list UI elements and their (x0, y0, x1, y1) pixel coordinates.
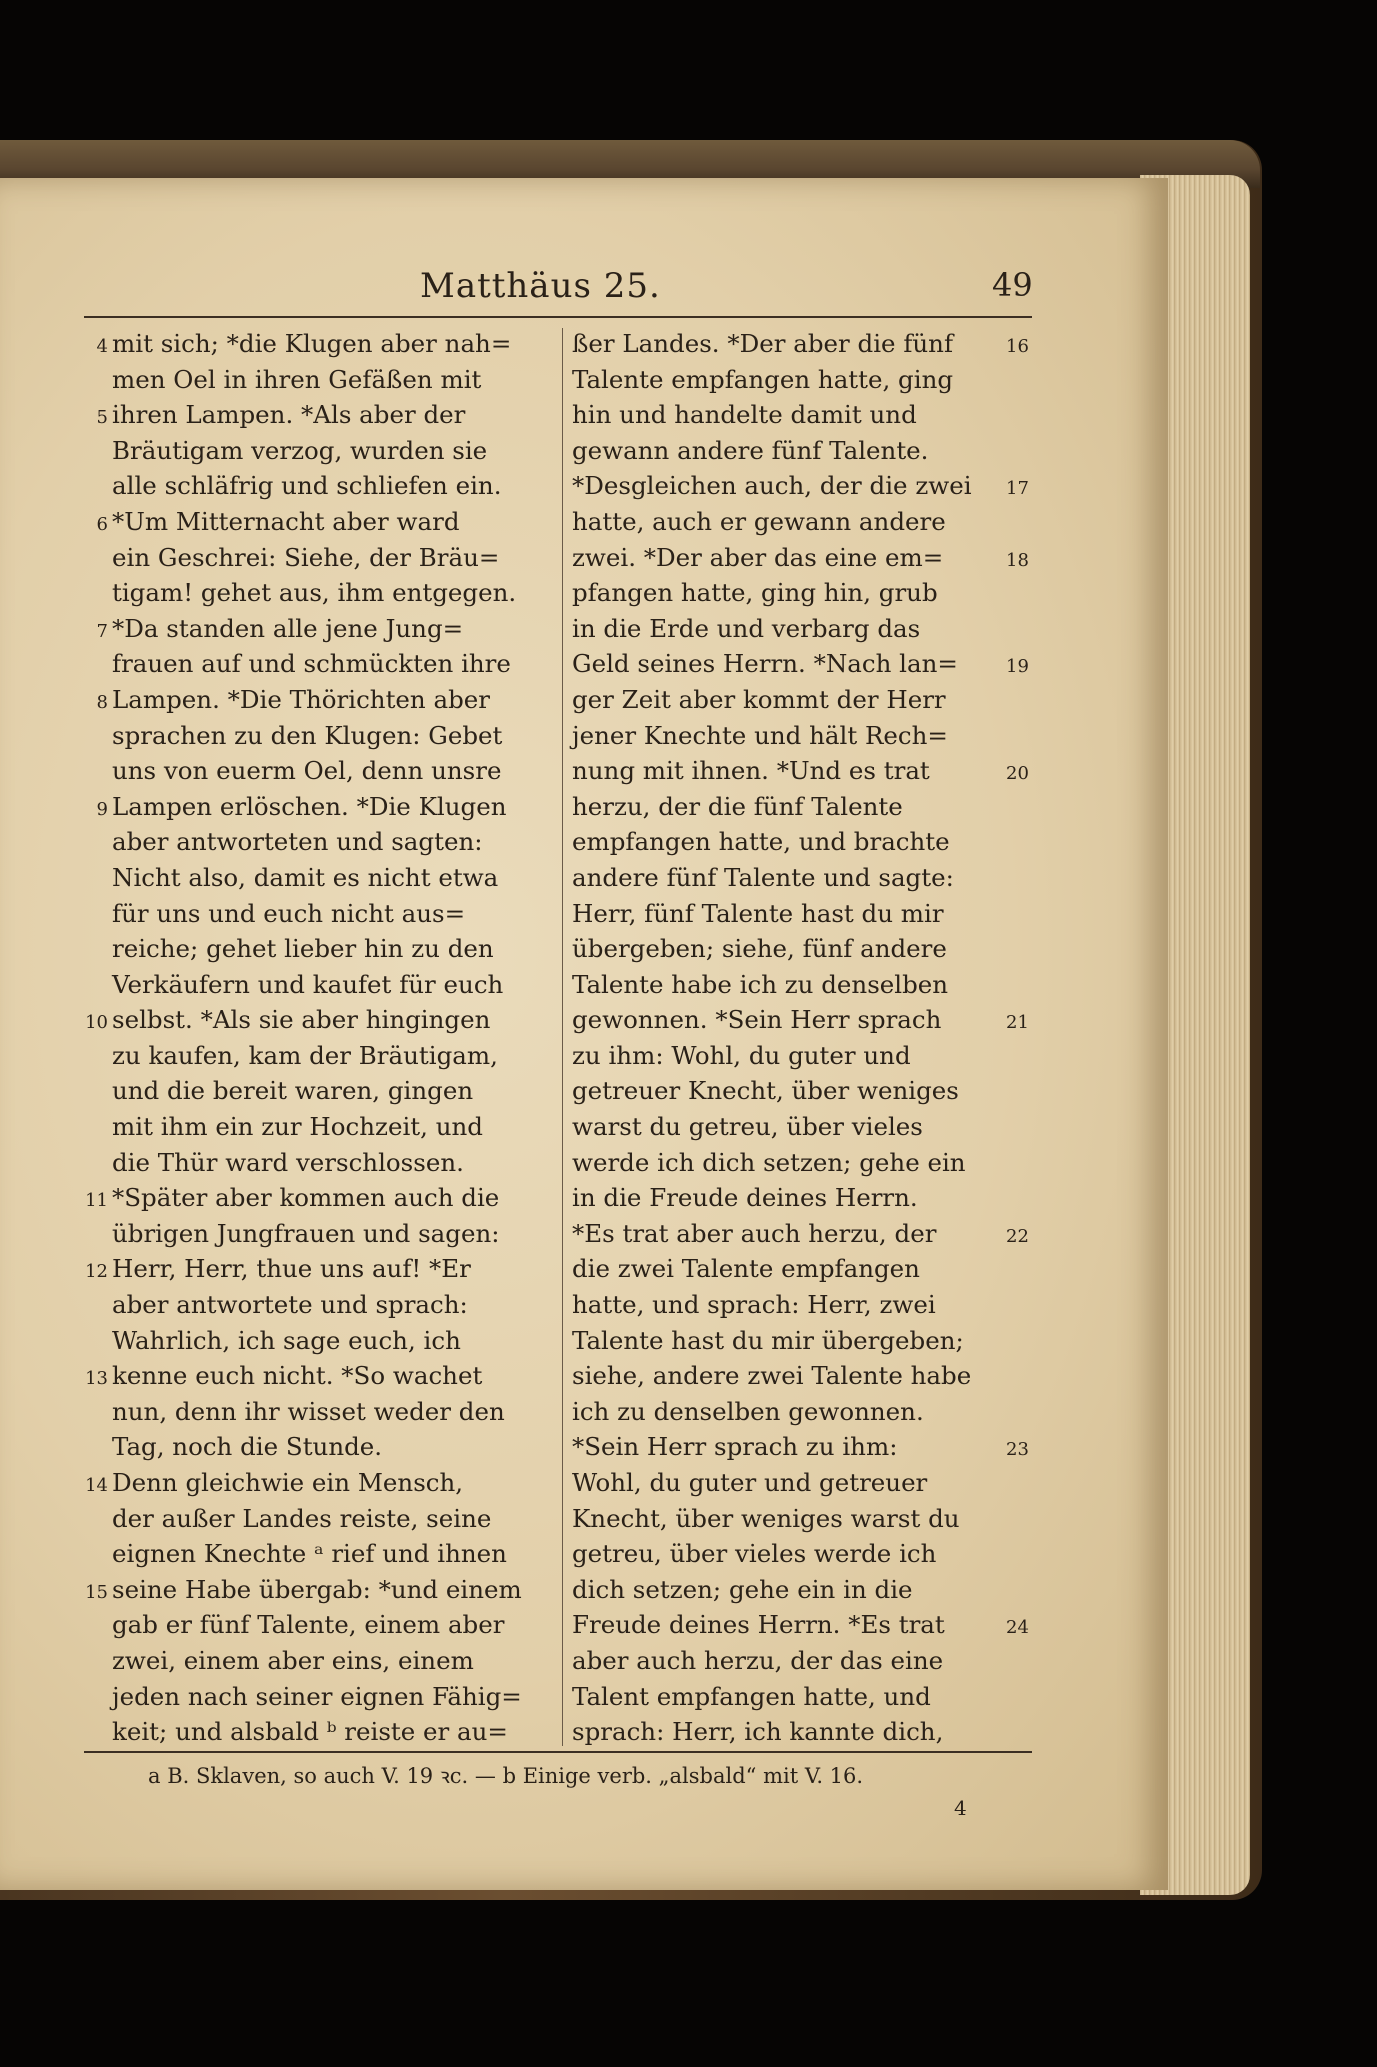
line-text: eignen Knechte ᵃ rief und ihnen (112, 1539, 507, 1569)
line-text: ihren Lampen. *Als aber der (112, 400, 466, 430)
line-text: Wahrlich, ich sage euch, ich (112, 1325, 461, 1355)
text-line (68, 1358, 556, 1394)
text-line (572, 1073, 1040, 1109)
line-text: Wohl, du guter und getreuer (572, 1468, 928, 1497)
verse-number: 23 (1006, 1439, 1029, 1461)
text-line (68, 611, 556, 647)
text-line (572, 1607, 1040, 1643)
page-number: 49 (992, 266, 1033, 304)
line-text: Talente hast du mir übergeben; (572, 1325, 964, 1355)
text-line (68, 718, 556, 754)
text-line (572, 1180, 1040, 1216)
line-text: zu ihm: Wohl, du guter und (572, 1040, 911, 1070)
line-text: Geld seines Herrn. *Nach lan= (572, 649, 958, 679)
text-line (68, 1394, 556, 1430)
text-line (572, 1323, 1040, 1359)
verse-number: 4 (96, 336, 108, 357)
text-line (68, 967, 556, 1003)
line-text: und die bereit waren, gingen (112, 1076, 474, 1106)
text-line (68, 1465, 556, 1501)
text-line (68, 1679, 556, 1715)
text-line (68, 1536, 556, 1572)
verse-number: 14 (85, 1475, 108, 1496)
text-line (572, 682, 1040, 718)
line-text: übrigen Jungfrauen und sagen: (112, 1218, 500, 1248)
line-text: uns von euerm Oel, denn unsre (112, 756, 502, 786)
text-line (572, 1287, 1040, 1323)
header-rule (84, 316, 1032, 318)
text-line (68, 1287, 556, 1323)
text-line (572, 931, 1040, 967)
text-line (68, 1643, 556, 1679)
line-text: alle schläfrig und schliefen ein. (112, 471, 502, 501)
line-text: tigam! gehet aus, ihm entgegen. (112, 578, 517, 608)
line-text: frauen auf und schmückten ihre (112, 649, 511, 679)
line-text: dich setzen; gehe ein in die (572, 1574, 913, 1604)
footnote: a B. Sklaven, so auch V. 19 ꝛc. — b Einige verb. „alsbald“ mit V. 16. (148, 1764, 864, 1788)
text-line (572, 1679, 1040, 1715)
line-text: Talente habe ich zu denselben (572, 969, 949, 999)
signature-mark: 4 (954, 1796, 967, 1820)
text-line (572, 1501, 1040, 1537)
verse-number: 19 (1006, 656, 1029, 678)
text-line (572, 1251, 1040, 1287)
line-text: sprachen zu den Klugen: Gebet (112, 720, 503, 750)
line-text: *Da standen alle jene Jung= (112, 613, 464, 643)
text-line (68, 682, 556, 718)
text-line (572, 433, 1040, 469)
text-line (572, 611, 1040, 647)
line-text: hatte, auch er gewann andere (572, 506, 946, 536)
text-line (68, 860, 556, 896)
text-line (572, 468, 1040, 504)
text-line (68, 1145, 556, 1181)
column-divider (562, 328, 563, 1746)
text-line (572, 1643, 1040, 1679)
text-line (572, 504, 1040, 540)
line-text: Denn gleichwie ein Mensch, (112, 1468, 464, 1497)
text-line (68, 896, 556, 932)
line-text: getreuer Knecht, über weniges (572, 1076, 959, 1106)
line-text: jeden nach seiner eignen Fähig= (112, 1681, 522, 1711)
line-text: empfangen hatte, und brachte (572, 827, 950, 857)
line-text: warst du getreu, über vieles (572, 1112, 923, 1142)
text-line (68, 824, 556, 860)
text-line (68, 1073, 556, 1109)
text-line (68, 1323, 556, 1359)
text-line (572, 362, 1040, 398)
line-text: aber auch herzu, der das eine (572, 1645, 944, 1675)
line-text: Verkäufern und kaufet für euch (112, 969, 504, 999)
text-line (572, 896, 1040, 932)
line-text: Nicht also, damit es nicht etwa (112, 862, 499, 892)
text-line (68, 931, 556, 967)
text-line (572, 1536, 1040, 1572)
line-text: *Desgleichen auch, der die zwei (572, 471, 972, 501)
line-text: Talente empfangen hatte, ging (572, 364, 954, 394)
line-text: selbst. *Als sie aber hingingen (112, 1005, 491, 1035)
verse-number: 5 (96, 407, 108, 429)
text-line (572, 967, 1040, 1003)
text-line (572, 1038, 1040, 1074)
text-line (572, 1358, 1040, 1394)
verse-number: 18 (1006, 549, 1029, 571)
line-text: die zwei Talente empfangen (572, 1254, 920, 1284)
text-line (68, 753, 556, 789)
line-text: *Es trat aber auch herzu, der (572, 1218, 937, 1248)
book-page (0, 178, 1168, 1890)
line-text: Knecht, über weniges warst du (572, 1503, 960, 1533)
line-text: ein Geschrei: Siehe, der Bräu= (112, 542, 500, 572)
line-text: men Oel in ihren Gefäßen mit (112, 364, 482, 394)
verse-number: 12 (85, 1261, 108, 1283)
text-line (68, 1109, 556, 1145)
text-line (68, 1002, 556, 1038)
verse-number: 6 (96, 513, 108, 535)
text-line (68, 1714, 556, 1750)
line-text: kenne euch nicht. *So wachet (112, 1361, 483, 1391)
text-line (572, 824, 1040, 860)
line-text: jener Knechte und hält Rech= (572, 720, 948, 750)
line-text: herzu, der die fünf Talente (572, 791, 903, 821)
right-column (572, 326, 1040, 1746)
verse-number: 11 (85, 1190, 108, 1212)
text-line (572, 1394, 1040, 1430)
verse-number: 8 (96, 691, 108, 713)
verse-number: 16 (1006, 336, 1029, 357)
text-line (572, 1714, 1040, 1750)
text-line (572, 1145, 1040, 1181)
line-text: hin und handelte damit und (572, 400, 917, 430)
line-text: *Sein Herr sprach zu ihm: (572, 1432, 898, 1462)
text-line (572, 1216, 1040, 1252)
text-line (572, 1002, 1040, 1038)
line-text: Freude deines Herrn. *Es trat (572, 1610, 945, 1640)
text-line (572, 1572, 1040, 1608)
text-line (572, 575, 1040, 611)
line-text: werde ich dich setzen; gehe ein (572, 1147, 966, 1177)
verse-number: 13 (85, 1368, 108, 1390)
text-line (68, 397, 556, 433)
line-text: Tag, noch die Stunde. (112, 1432, 383, 1462)
line-text: nung mit ihnen. *Und es trat (572, 756, 930, 786)
text-line (572, 789, 1040, 825)
line-text: für uns und euch nicht aus= (112, 898, 466, 928)
line-text: ich zu denselben gewonnen. (572, 1396, 924, 1426)
line-text: seine Habe übergab: *und einem (112, 1574, 522, 1604)
text-line (572, 753, 1040, 789)
text-line (68, 326, 556, 362)
line-text: in die Freude deines Herrn. (572, 1183, 918, 1213)
verse-number: 7 (96, 620, 108, 642)
verse-number: 9 (96, 798, 108, 820)
text-line (572, 718, 1040, 754)
line-text: *Später aber kommen auch die (112, 1183, 500, 1213)
text-line (572, 397, 1040, 433)
text-line (68, 1216, 556, 1252)
page-title: Matthäus 25. (420, 266, 661, 306)
verse-number: 24 (1006, 1617, 1029, 1639)
line-text: pfangen hatte, ging hin, grub (572, 578, 938, 608)
verse-number: 15 (85, 1581, 108, 1603)
line-text: Lampen erlöschen. *Die Klugen (112, 791, 507, 821)
text-line (68, 504, 556, 540)
text-line (572, 1465, 1040, 1501)
line-text: keit; und alsbald ᵇ reiste er au= (112, 1717, 508, 1747)
line-text: Bräutigam verzog, wurden sie (112, 435, 488, 465)
text-line (572, 1109, 1040, 1145)
line-text: aber antwortete und sprach: (112, 1290, 468, 1320)
text-line (68, 362, 556, 398)
text-line (572, 646, 1040, 682)
verse-number: 21 (1006, 1012, 1029, 1034)
line-text: ßer Landes. *Der aber die fünf (572, 329, 954, 358)
text-line (68, 1572, 556, 1608)
line-text: mit ihm ein zur Hochzeit, und (112, 1112, 483, 1142)
verse-number: 10 (85, 1012, 108, 1034)
text-line (68, 646, 556, 682)
line-text: gab er fünf Talente, einem aber (112, 1610, 505, 1640)
left-column (68, 326, 556, 1746)
line-text: in die Erde und verbarg das (572, 613, 921, 643)
line-text: getreu, über vieles werde ich (572, 1539, 937, 1569)
line-text: gewann andere fünf Talente. (572, 435, 929, 465)
line-text: sprach: Herr, ich kannte dich, (572, 1717, 944, 1747)
text-line (572, 326, 1040, 362)
line-text: Talent empfangen hatte, und (572, 1681, 931, 1711)
text-line (572, 540, 1040, 576)
text-line (572, 860, 1040, 896)
line-text: siehe, andere zwei Talente habe (572, 1361, 972, 1391)
line-text: aber antworteten und sagten: (112, 827, 483, 857)
text-line (68, 1429, 556, 1465)
line-text: zu kaufen, kam der Bräutigam, (112, 1040, 498, 1070)
line-text: Herr, fünf Talente hast du mir (572, 898, 944, 928)
text-line (68, 575, 556, 611)
text-line (68, 789, 556, 825)
footnote-rule (84, 1751, 1032, 1753)
text-line (68, 433, 556, 469)
line-text: der außer Landes reiste, seine (112, 1503, 492, 1533)
line-text: zwei, einem aber eins, einem (112, 1645, 474, 1675)
text-line (68, 540, 556, 576)
line-text: nun, denn ihr wisset weder den (112, 1396, 505, 1426)
line-text: hatte, und sprach: Herr, zwei (572, 1290, 936, 1320)
line-text: mit sich; *die Klugen aber nah= (112, 329, 512, 358)
line-text: zwei. *Der aber das eine em= (572, 542, 944, 572)
line-text: Herr, Herr, thue uns auf! *Er (112, 1254, 471, 1284)
line-text: übergeben; siehe, fünf andere (572, 934, 947, 964)
text-line (68, 1038, 556, 1074)
verse-number: 17 (1006, 478, 1029, 500)
text-line (572, 1429, 1040, 1465)
line-text: gewonnen. *Sein Herr sprach (572, 1005, 942, 1035)
line-text: andere fünf Talente und sagte: (572, 862, 954, 892)
line-text: Lampen. *Die Thörichten aber (112, 684, 490, 714)
line-text: die Thür ward verschlossen. (112, 1147, 464, 1177)
line-text: reiche; gehet lieber hin zu den (112, 934, 494, 964)
verse-number: 22 (1006, 1225, 1029, 1247)
line-text: *Um Mitternacht aber ward (112, 506, 460, 536)
verse-number: 20 (1006, 763, 1029, 785)
text-line (68, 1607, 556, 1643)
line-text: ger Zeit aber kommt der Herr (572, 684, 946, 714)
text-line (68, 1501, 556, 1537)
text-line (68, 1251, 556, 1287)
text-line (68, 1180, 556, 1216)
text-line (68, 468, 556, 504)
